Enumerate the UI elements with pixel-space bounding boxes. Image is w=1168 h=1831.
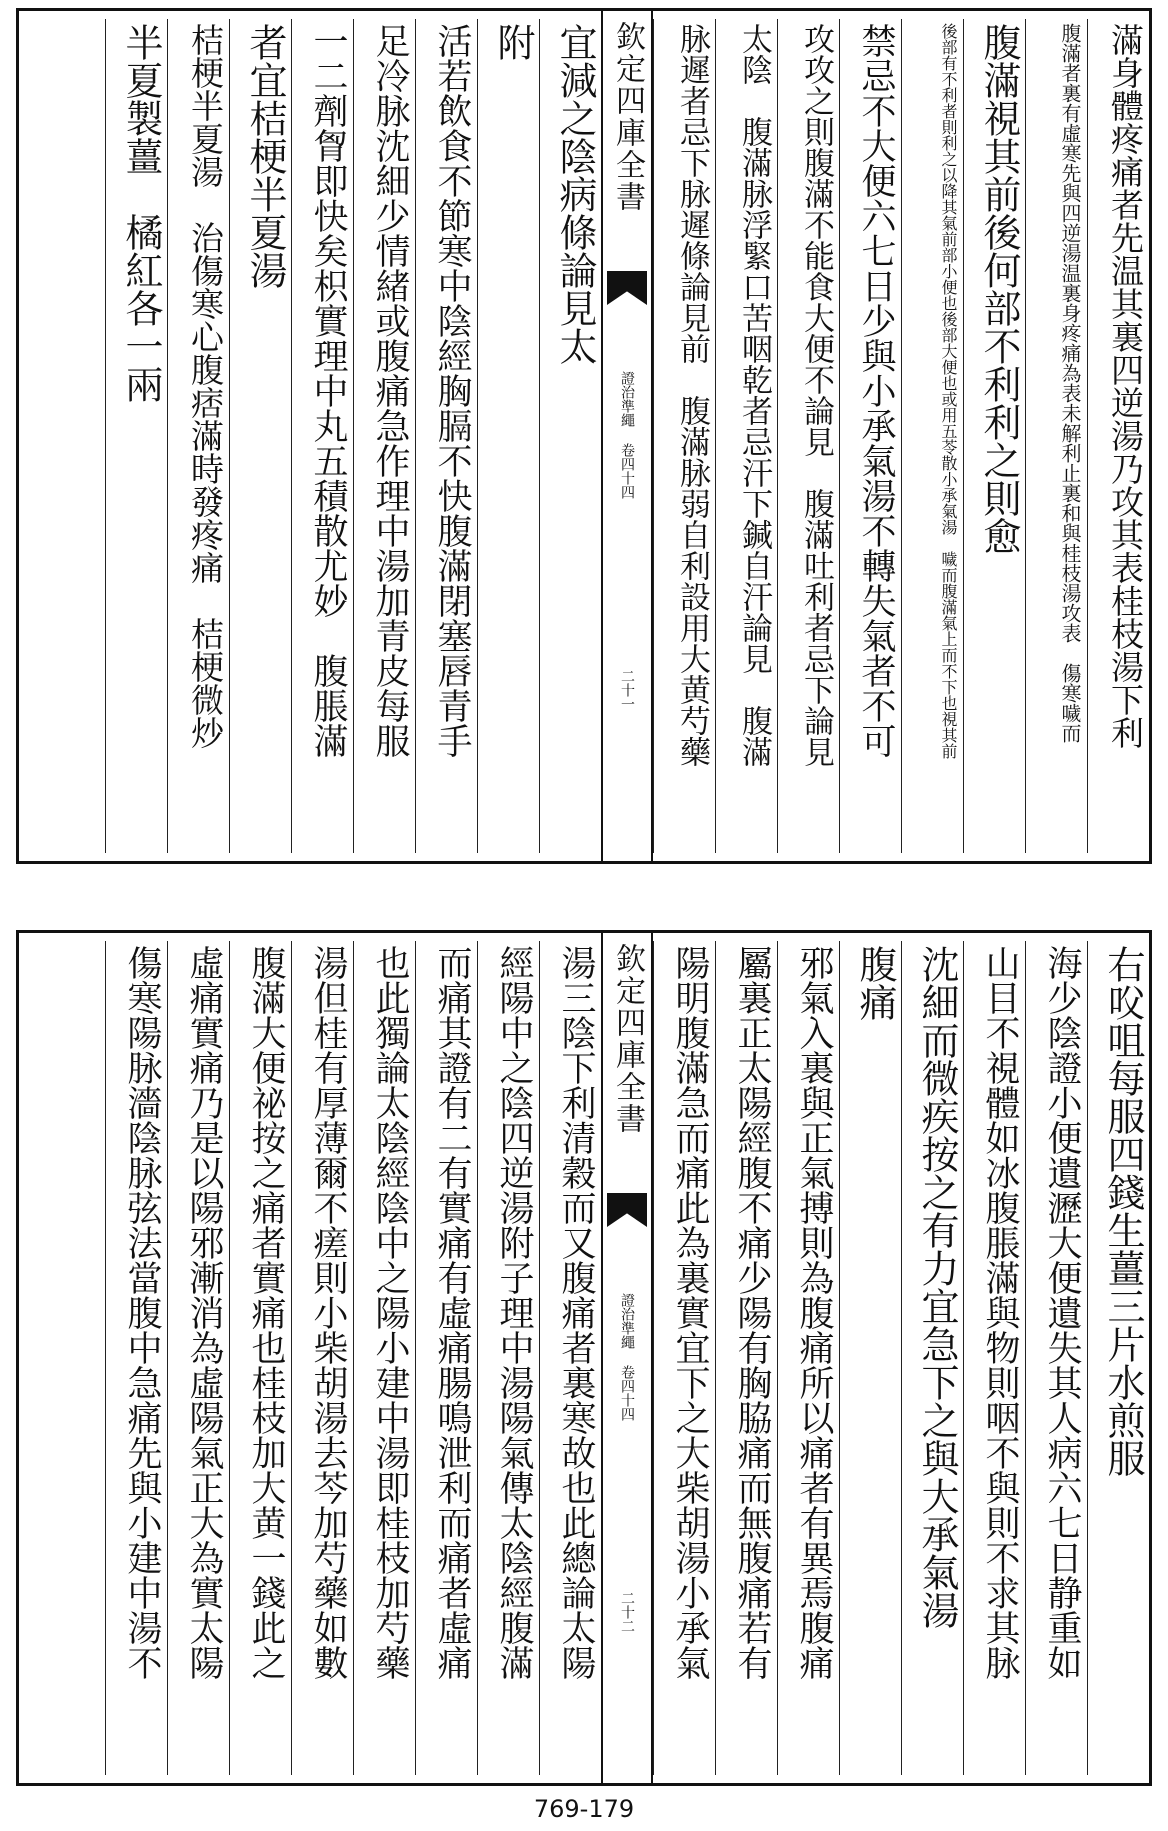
column-text: 附 <box>491 23 535 61</box>
page-number: 769-179 <box>533 1795 635 1823</box>
text-column <box>777 19 839 853</box>
text-column <box>901 19 963 853</box>
top-page <box>16 8 1152 864</box>
column-text: 太陰 腹滿脉浮緊口苦咽乾者忌汗下鍼自汗論見 腹滿 <box>736 23 772 767</box>
text-column <box>653 19 715 853</box>
text-column <box>167 941 229 1775</box>
book-spine <box>601 11 653 861</box>
column-text: 宜減之陰病條論見太 <box>553 23 597 365</box>
text-column <box>839 941 901 1775</box>
column-text: 陽明腹滿急而痛此為裏實宜下之大柴胡湯小承氣 <box>670 945 710 1680</box>
text-column <box>715 19 777 853</box>
column-text: 腹滿大便祕按之痛者實痛也桂枝加大黄一錢此之 <box>246 945 286 1680</box>
text-column <box>1025 19 1087 853</box>
column-text: 腹滿者裏有虛寒先與四逆湯温裏身疼痛為表未解利止裏和與桂枝湯攻表 傷寒噦而 <box>1058 23 1082 743</box>
column-text: 腹痛 <box>853 945 897 1021</box>
column-text: 攻攻之則腹滿不能食大便不論見 腹滿吐利者忌下論見 <box>798 23 834 767</box>
column-text: 後部有不利者則利之以降其氣前部小便也後部大便也或用五苓散小承氣湯 噦而腹滿氣上而不下也視其前 <box>939 23 958 759</box>
text-column <box>229 941 291 1775</box>
fish-tail-mark <box>607 271 647 305</box>
text-column <box>1087 941 1149 1775</box>
text-column <box>105 941 167 1775</box>
text-column <box>1087 19 1149 853</box>
text-column <box>777 941 839 1775</box>
spine-subtitle: 證治準繩 卷四十四 <box>619 1293 635 1421</box>
text-column <box>963 941 1025 1775</box>
text-column <box>1025 941 1087 1775</box>
column-text: 經陽中之陰四逆湯附子理中湯陽氣傳太陰經腹滿 <box>494 945 534 1680</box>
text-column <box>477 19 539 853</box>
spine-title: 欽定四庫全書 <box>610 21 645 213</box>
column-text: 桔梗半夏湯 治傷寒心腹痞滿時發疼痛 桔梗微炒 <box>186 23 225 749</box>
column-text: 海少陰證小便遺瀝大便遺失其人病六七日静重如 <box>1042 945 1082 1680</box>
column-text: 傷寒陽脉濇陰脉弦法當腹中急痛先與小建中湯不 <box>122 945 162 1680</box>
column-text: 者宜桔梗半夏湯 <box>243 23 287 289</box>
text-column <box>105 19 167 853</box>
column-text: 虛痛實痛乃是以陽邪漸消為虛陽氣正大為實太陽 <box>184 945 224 1680</box>
text-column <box>477 941 539 1775</box>
column-text: 沈細而微疾按之有力宜急下之與大承氣湯 <box>915 945 959 1629</box>
spine-folio: 二十二 <box>619 1591 635 1633</box>
text-column <box>901 941 963 1775</box>
column-text: 半夏製薑 橘紅各一兩 <box>119 23 163 403</box>
text-column <box>715 941 777 1775</box>
column-text: 禁忌不大便六七日少與小承氣湯不轉失氣者不可 <box>856 23 896 758</box>
text-column <box>653 941 715 1775</box>
column-text: 湯但桂有厚薄爾不瘥則小柴胡湯去芩加芍藥如數 <box>308 945 348 1680</box>
text-column <box>353 19 415 853</box>
text-column <box>291 19 353 853</box>
text-column <box>167 19 229 853</box>
column-text: 也此獨論太陰經陰中之陽小建中湯即桂枝加芍藥 <box>370 945 410 1680</box>
text-column <box>963 19 1025 853</box>
spine-folio: 二十一 <box>619 669 635 711</box>
column-text: 活若飲食不節寒中陰經胸膈不快腹滿閉塞唇青手 <box>432 23 472 758</box>
column-text: 腹滿視其前後何部不利利之則愈 <box>977 23 1021 555</box>
text-column <box>539 19 601 853</box>
text-column <box>291 941 353 1775</box>
text-column <box>415 941 477 1775</box>
spine-title: 欽定四庫全書 <box>610 943 645 1135</box>
text-column <box>539 941 601 1775</box>
column-text: 足冷脉沈細少情緒或腹痛急作理中湯加青皮每服 <box>370 23 410 758</box>
column-text: 山目不視體如冰腹脹滿與物則咽不與則不求其脉 <box>980 945 1020 1680</box>
column-text: 邪氣入裏與正氣搏則為腹痛所以痛者有異焉腹痛 <box>794 945 834 1680</box>
column-text: 滿身體疼痛者先温其裏四逆湯乃攻其表桂枝湯下利 <box>1106 23 1145 749</box>
text-column <box>839 19 901 853</box>
column-text: 脉遲者忌下脉遲條論見前 腹滿脉弱自利設用大黄芍藥 <box>674 23 710 767</box>
text-column <box>353 941 415 1775</box>
column-text: 右㕮咀每服四錢生薑三片水煎服 <box>1101 945 1145 1477</box>
column-text: 湯三陰下利清穀而又腹痛者裏寒故也此總論太陽 <box>556 945 596 1680</box>
fish-tail-mark <box>607 1193 647 1227</box>
book-spine <box>601 933 653 1783</box>
column-text: 而痛其證有二有實痛有虛痛腸鳴泄利而痛者虛痛 <box>432 945 472 1680</box>
column-text: 屬裏正太陽經腹不痛少陽有胸脇痛而無腹痛若有 <box>732 945 772 1680</box>
spine-subtitle: 證治準繩 卷四十四 <box>619 371 635 499</box>
column-text: 一二劑胷即快矣枳實理中丸五積散尤妙 腹脹滿 <box>308 23 348 758</box>
text-column <box>229 19 291 853</box>
bottom-page <box>16 930 1152 1786</box>
text-column <box>415 19 477 853</box>
